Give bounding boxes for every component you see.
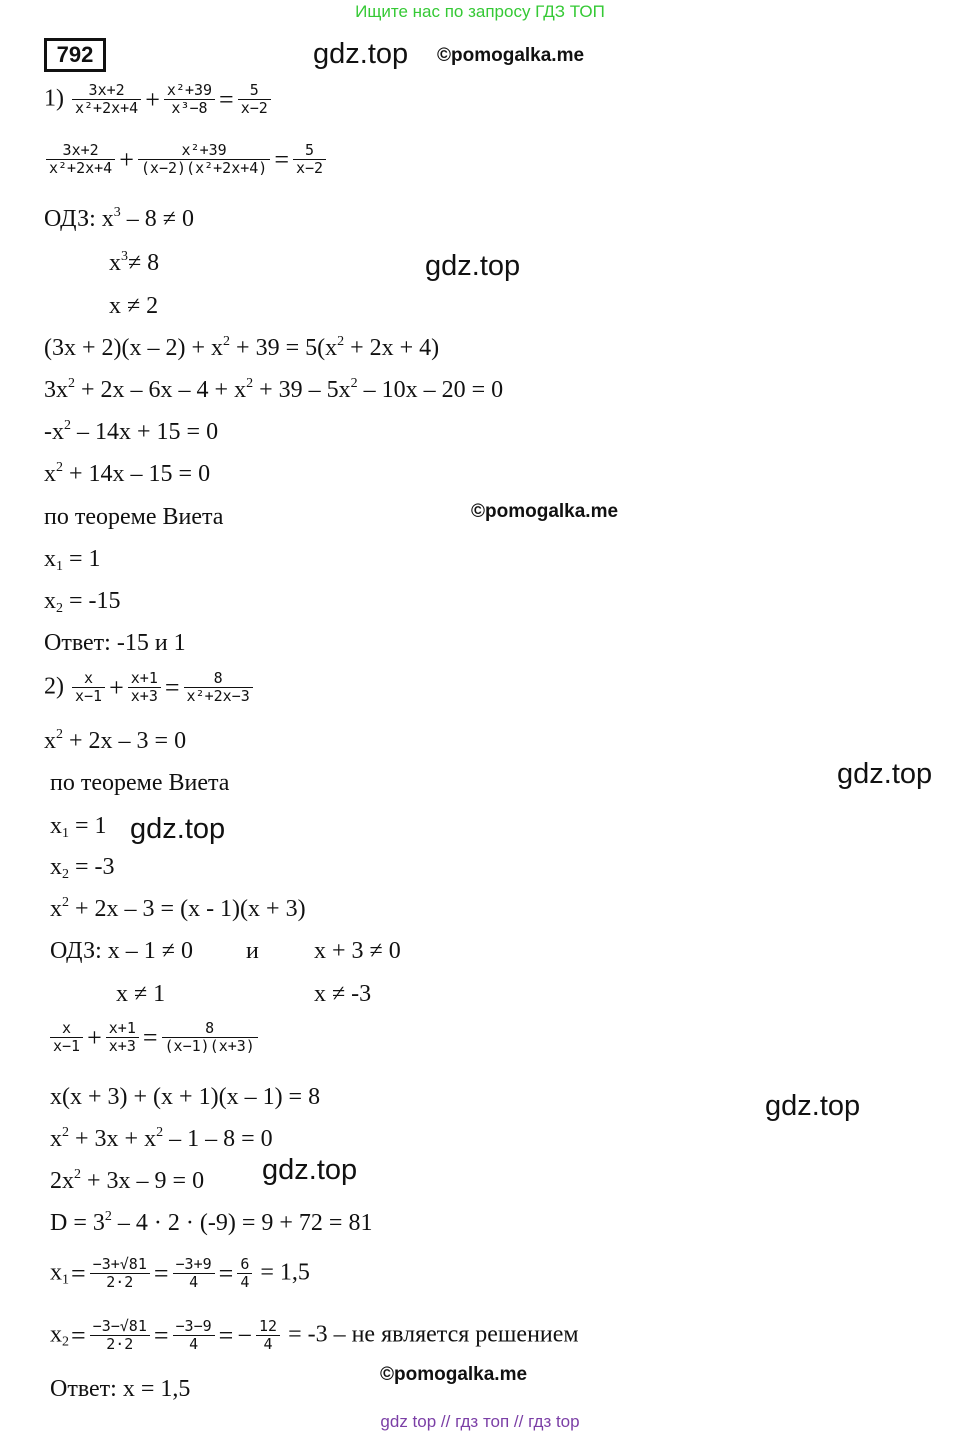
root-x2: $x_2 = -15$ bbox=[44, 588, 121, 616]
part1-equation: 1) $\frac{3x+2}{\text{x²+2x+4}}$ + $\frac{\text{x²+39}}{\text{x³−8}}$ = $\frac{5}{x-2}$ bbox=[44, 82, 273, 118]
fraction: $\frac{3x+2}{\text{x²+2x+4}}$ bbox=[46, 142, 115, 178]
solution-step: $x^2 + 14x - 15 = 0$ bbox=[44, 460, 211, 487]
vieta-label: по теореме Виета bbox=[50, 770, 230, 796]
solution-step: $x^2 + 2x - 3 = 0$ bbox=[44, 727, 187, 754]
root-x1: $x_1 = 1$ bbox=[50, 813, 107, 841]
vieta-label: по теореме Виета bbox=[44, 504, 224, 530]
watermark-gdz: gdz.top bbox=[765, 1090, 861, 1122]
solution-step: x(x + 3) + (x + 1)(x – 1) = 8 bbox=[50, 1084, 321, 1110]
fraction: $\frac{x+1}{x+3}$ bbox=[128, 670, 161, 706]
odz-line: x ≠ -3 bbox=[314, 981, 372, 1007]
root-x2-calc: $x_2=$ $\frac{-3-√81}{2\cdot 2}$ = $\frac{-3-9}{4}$ = − $\frac{12}{4}$ = -3 – не является решением bbox=[50, 1317, 579, 1354]
part2-equation: 2) $\frac{x}{x-1}$ + $\frac{x+1}{x+3}$ = $\frac{8}{\text{x²+2x−3}}$ bbox=[44, 670, 255, 706]
task-number: 792 bbox=[44, 38, 106, 72]
odz-line: x ≠ 2 bbox=[109, 293, 159, 319]
odz-line: ОДЗ: x – 1 ≠ 0 bbox=[50, 938, 193, 964]
search-banner: Ищите нас по запросу ГДЗ ТОП bbox=[355, 2, 605, 21]
fraction: $\frac{\text{x²+39}}{\text{(x−2)(x²+2x+4)}}$ bbox=[138, 142, 270, 178]
root-x2: $x_2 = -3$ bbox=[50, 854, 115, 882]
watermark-gdz: gdz.top bbox=[313, 38, 409, 70]
part2-equation-factored: $\frac{x}{x-1}$ + $\frac{x+1}{x+3}$ = $\frac{8}{(x-1)(x+3)}$ bbox=[48, 1020, 260, 1056]
watermark-gdz: gdz.top bbox=[425, 250, 521, 282]
odz-line: x ≠ 1 bbox=[116, 981, 166, 1007]
solution-step: $3x^2 + 2x - 6x - 4 + x^2 + 39 - 5x^2 - 10x - 20 = 0$ bbox=[44, 376, 504, 403]
fraction: $\frac{8}{(x-1)(x+3)}$ bbox=[162, 1020, 258, 1056]
fraction: $\frac{x}{x-1}$ bbox=[50, 1020, 83, 1056]
fraction: $\frac{6}{4}$ bbox=[237, 1256, 252, 1292]
fraction: $\frac{-3+√81}{2\cdot 2}$ bbox=[90, 1256, 150, 1292]
watermark-gdz: gdz.top bbox=[262, 1154, 358, 1186]
watermark-gdz: gdz.top bbox=[130, 813, 226, 845]
fraction: $\frac{3x+2}{\text{x²+2x+4}}$ bbox=[72, 82, 141, 118]
fraction: $\frac{12}{4}$ bbox=[256, 1318, 280, 1354]
odz-line: ОДЗ: $x^3 - 8 \ne 0$ bbox=[44, 205, 194, 232]
discriminant: $D = 3^2 - 4 \cdot 2 \cdot (-9) = 9 + 72 = 81$ bbox=[50, 1209, 373, 1236]
part1-label: 1) bbox=[44, 85, 64, 112]
watermark-pomogalka: ©pomogalka.me bbox=[471, 501, 619, 522]
watermark-gdz: gdz.top bbox=[837, 758, 933, 790]
solution-step: $-x^2 - 14x + 15 = 0$ bbox=[44, 418, 219, 445]
root-x1-calc: $x_1=$ $\frac{-3+√81}{2\cdot 2}$ = $\frac{-3+9}{4}$ = $\frac{6}{4}$ = 1,5 bbox=[50, 1255, 310, 1292]
fraction: $\frac{x}{x-1}$ bbox=[72, 670, 105, 706]
footer-links: gdz top // гдз топ // гдз top bbox=[380, 1412, 580, 1431]
solution-step: $2x^2 + 3x - 9 = 0$ bbox=[50, 1167, 205, 1194]
watermark-pomogalka: ©pomogalka.me bbox=[437, 45, 585, 66]
fraction: $\frac{5}{x-2}$ bbox=[293, 142, 326, 178]
fraction: $\frac{-3+9}{4}$ bbox=[173, 1256, 215, 1292]
odz-line: $x^3\ne 8$ bbox=[109, 249, 160, 276]
answer: Ответ: x = 1,5 bbox=[50, 1376, 191, 1402]
answer: Ответ: -15 и 1 bbox=[44, 630, 186, 656]
part2-label: 2) bbox=[44, 673, 64, 700]
odz-and: и bbox=[246, 938, 259, 964]
fraction: $\frac{-3-9}{4}$ bbox=[173, 1318, 215, 1354]
solution-step: $x^2 + 3x + x^2 - 1 - 8 = 0$ bbox=[50, 1125, 273, 1152]
part1-equation-factored: $\frac{3x+2}{\text{x²+2x+4}}$ + $\frac{\text{x²+39}}{\text{(x−2)(x²+2x+4)}}$ = $\frac{5}{x-2}$ bbox=[44, 142, 328, 178]
fraction: $\frac{8}{\text{x²+2x−3}}$ bbox=[184, 670, 253, 706]
solution-step: $(3x + 2)(x - 2) + x^2 + 39 = 5(x^2 + 2x + 4)$ bbox=[44, 334, 440, 361]
fraction: $\frac{\text{x²+39}}{\text{x³−8}}$ bbox=[164, 82, 215, 118]
fraction: $\frac{x+1}{x+3}$ bbox=[106, 1020, 139, 1056]
odz-line: x + 3 ≠ 0 bbox=[314, 938, 401, 964]
fraction: $\frac{5}{x-2}$ bbox=[238, 82, 271, 118]
fraction: $\frac{-3-√81}{2\cdot 2}$ bbox=[90, 1318, 150, 1354]
watermark-pomogalka: ©pomogalka.me bbox=[380, 1364, 528, 1385]
root-x1: $x_1 = 1$ bbox=[44, 546, 101, 574]
solution-step: $x^2 + 2x - 3 = (x - 1)(x + 3)$ bbox=[50, 895, 306, 922]
